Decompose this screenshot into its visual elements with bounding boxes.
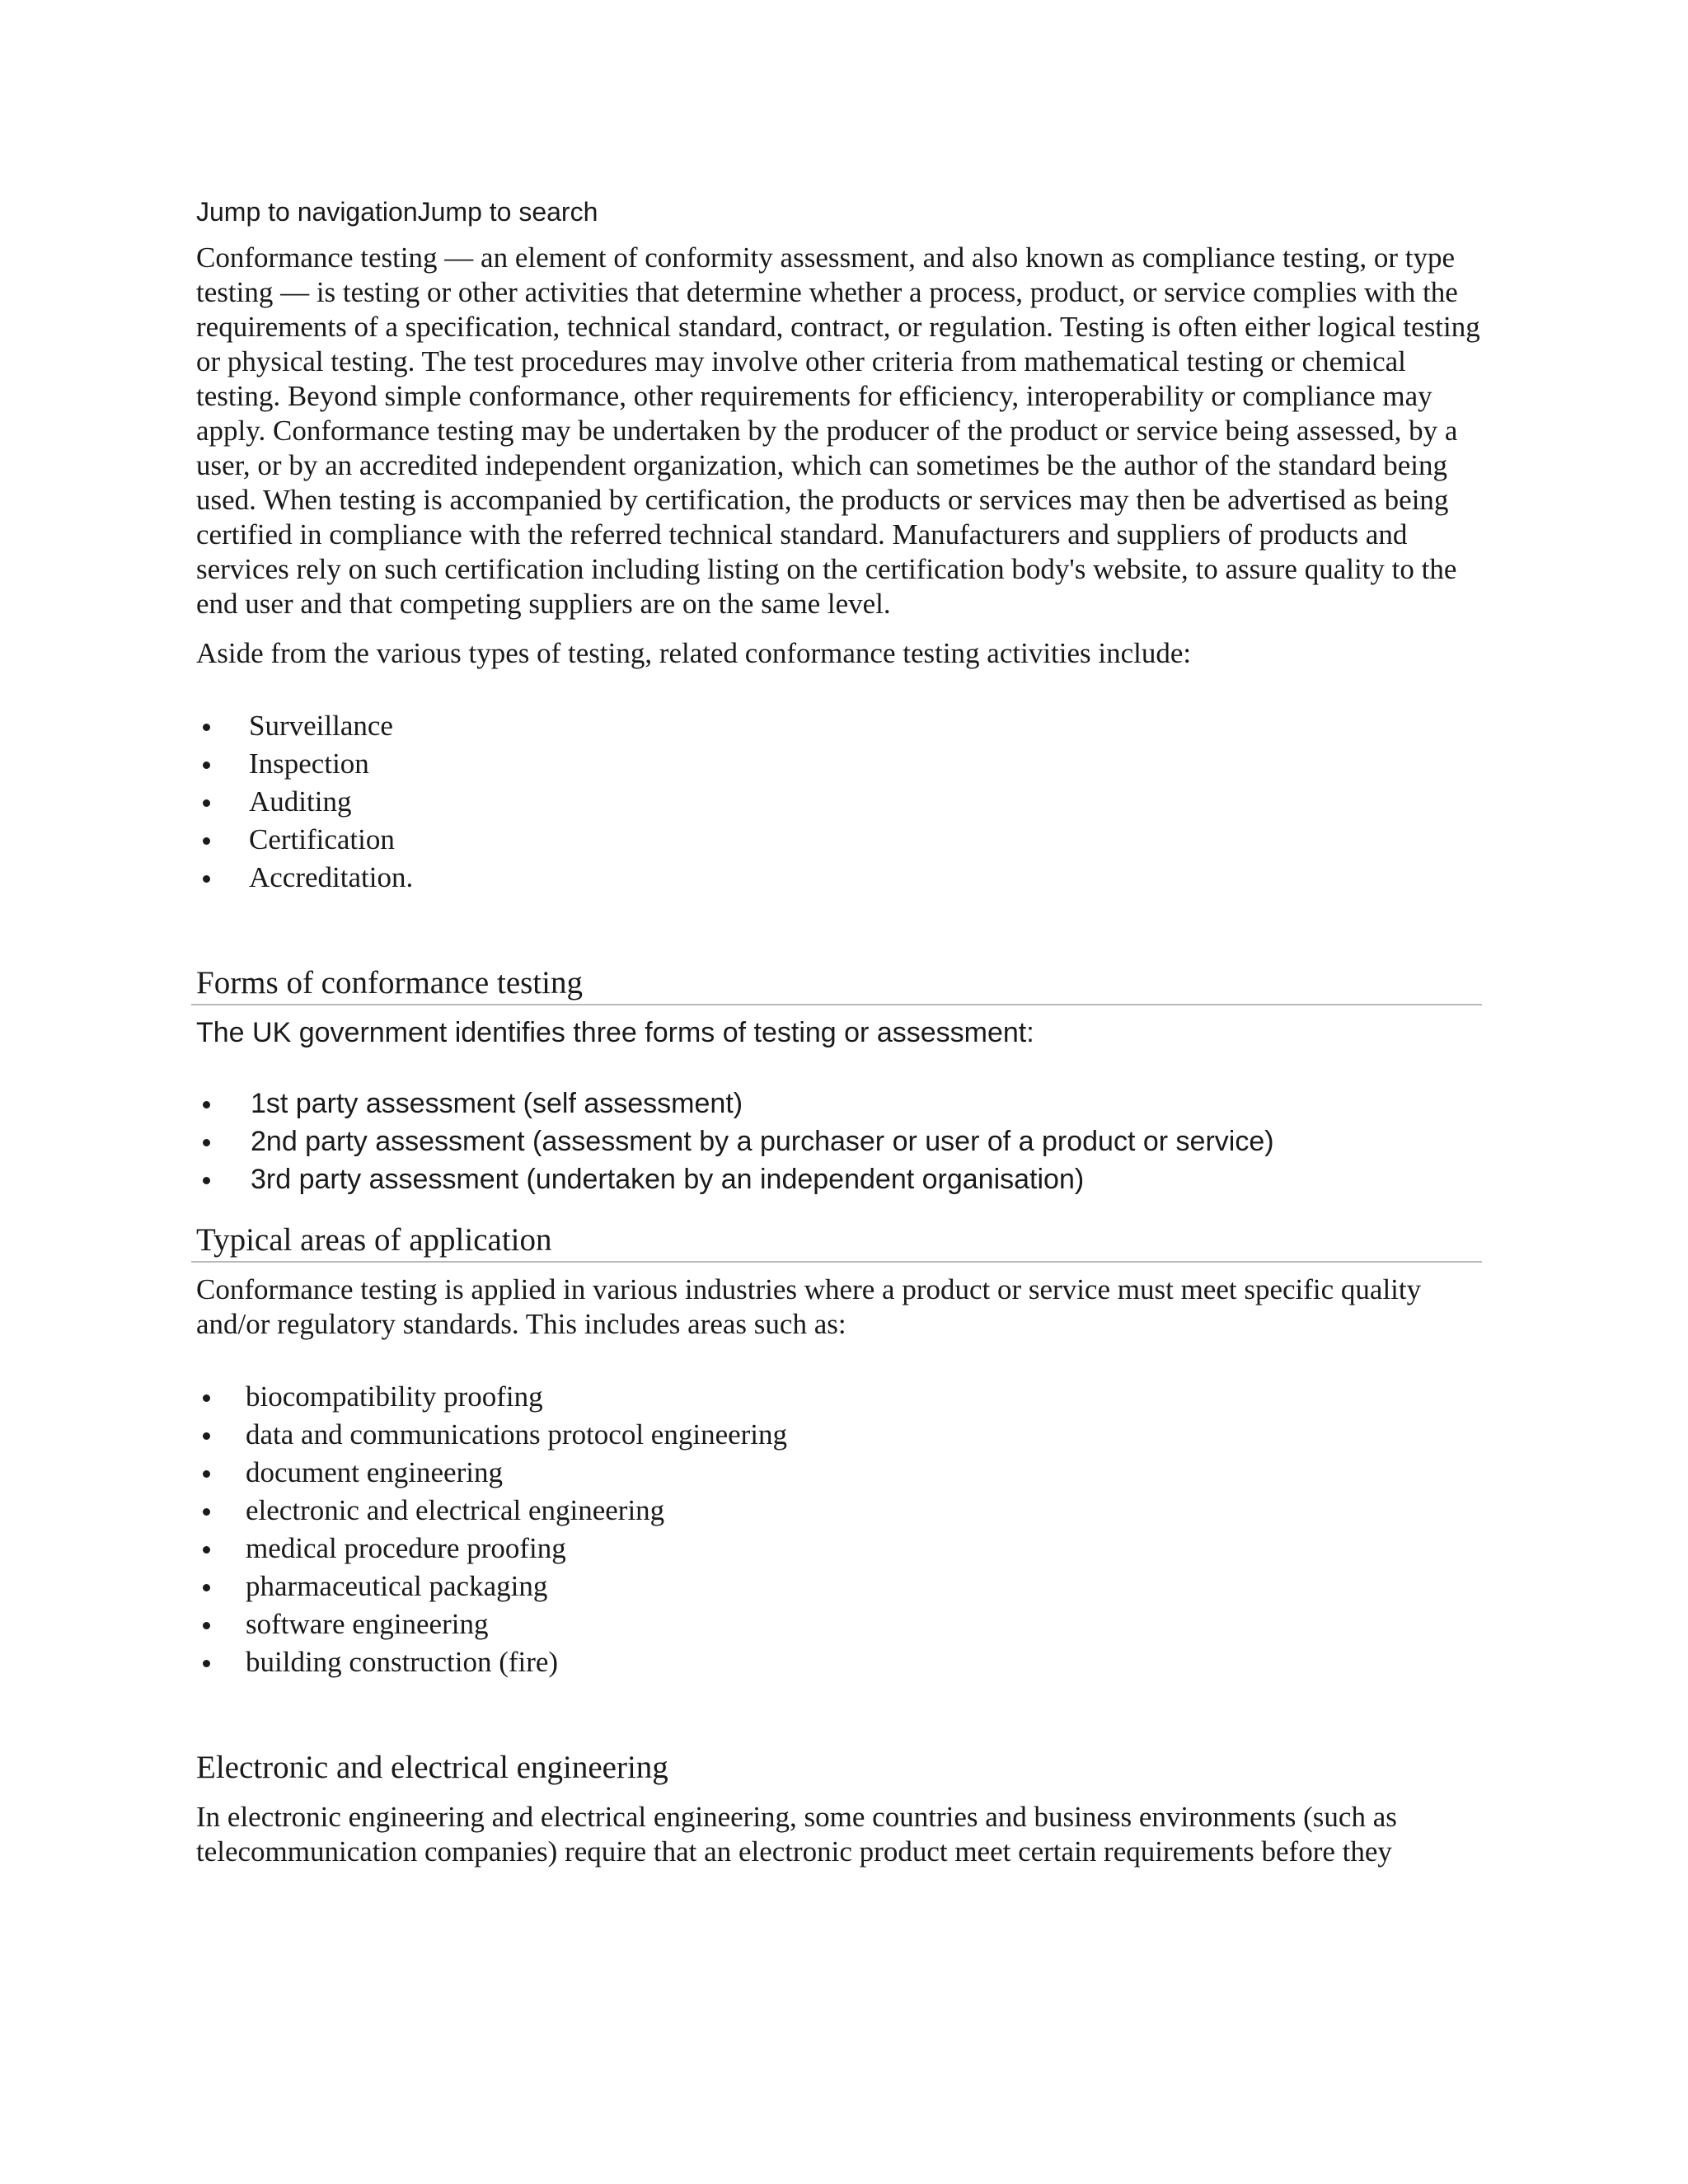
bullet-icon (203, 799, 210, 807)
list-item: biocompatibility proofing (196, 1378, 1482, 1416)
bullet-icon (203, 1546, 210, 1554)
areas-heading: Typical areas of application (191, 1221, 1482, 1263)
bullet-icon (203, 1101, 210, 1108)
list-item: Auditing (196, 783, 1482, 821)
jump-to-search-link[interactable]: Jump to search (417, 197, 598, 227)
jump-to-navigation-link[interactable]: Jump to navigation (196, 197, 418, 227)
bullet-icon (203, 875, 210, 883)
electronic-paragraph: In electronic engineering and electrical engineering, some countries and business environments (such as telecommunication companies) require that an electronic product meet certain requirements before they (196, 1801, 1397, 1868)
bullet-icon (203, 1177, 210, 1184)
bullet-icon (203, 1432, 210, 1440)
list-item: medical procedure proofing (196, 1530, 1482, 1568)
jump-links (196, 194, 1482, 229)
bullet-icon (203, 1470, 210, 1478)
areas-intro: Conformance testing is applied in various industries where a product or service must meet specific quality and/or regulatory standards. This includes areas such as: (196, 1273, 1422, 1340)
forms-list (196, 1085, 1482, 1198)
bullet-icon (203, 762, 210, 769)
list-item: 2nd party assessment (assessment by a purchaser or user of a product or service) (196, 1122, 1482, 1160)
electronic-heading: Electronic and electrical engineering (196, 1750, 668, 1785)
list-item: Accreditation. (196, 859, 1482, 897)
list-item: document engineering (196, 1454, 1482, 1492)
list-item: 3rd party assessment (undertaken by an independent organisation) (196, 1160, 1482, 1198)
forms-heading: Forms of conformance testing (191, 964, 1482, 1005)
bullet-icon (203, 1584, 210, 1591)
areas-list (196, 1378, 1482, 1681)
bullet-icon (203, 1394, 210, 1402)
intro-paragraph: Conformance testing — an element of conformity assessment, and also known as compliance testing, or type testing — is testing or other activities that determine whether a process, product, or service complies with the requirements of a specification, technical standard, contract, or regulation. Testing is often either logical testing or physical testing. The test procedures may involve other criteria from mathematical testing or chemical testing. Beyond simple conformance, other requirements for efficiency, interoperability or compliance may apply. Conformance testing may be undertaken by the producer of the product or service being assessed, by a user, or by an accredited independent organization, which can sometimes be the author of the standard being used. When testing is accompanied by certification, the products or services may then be advertised as being certified in compliance with the referred technical standard. Manufacturers and suppliers of products and services rely on such certification including listing on the certification body's website, to assure quality to the end user and that competing suppliers are on the same level. (196, 241, 1480, 620)
list-item: electronic and electrical engineering (196, 1492, 1482, 1530)
list-item: data and communications protocol engineering (196, 1416, 1482, 1454)
list-item: Inspection (196, 745, 1482, 783)
list-item: pharmaceutical packaging (196, 1568, 1482, 1605)
document-page (196, 194, 1482, 1884)
bullet-icon (203, 837, 210, 845)
activities-intro: Aside from the various types of testing, related conformance testing activities include: (196, 637, 1192, 669)
bullet-icon (203, 1660, 210, 1667)
bullet-icon (203, 1622, 210, 1629)
bullet-icon (203, 1139, 210, 1146)
forms-intro: The UK government identifies three forms of testing or assessment: (196, 1017, 1034, 1048)
bullet-icon (203, 724, 210, 731)
list-item: Certification (196, 821, 1482, 859)
list-item: Surveillance (196, 707, 1482, 745)
activities-list (196, 707, 1482, 897)
list-item: software engineering (196, 1605, 1482, 1643)
list-item: 1st party assessment (self assessment) (196, 1085, 1482, 1122)
list-item: building construction (fire) (196, 1643, 1482, 1681)
bullet-icon (203, 1508, 210, 1516)
